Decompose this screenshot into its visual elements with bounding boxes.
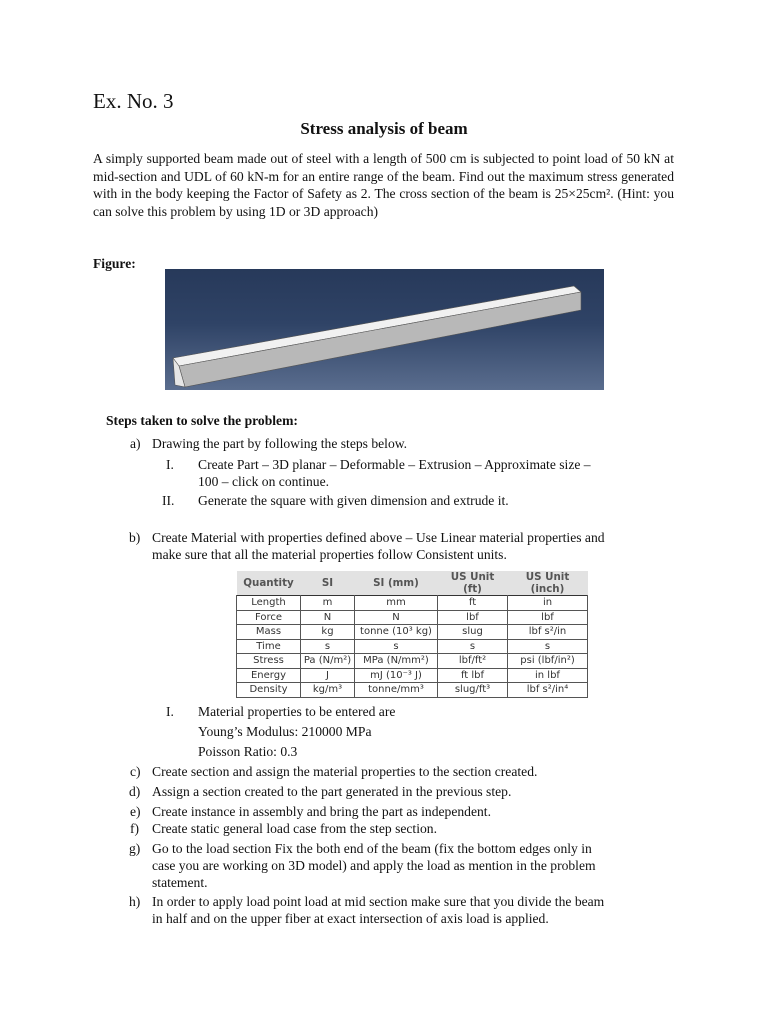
step-g [0, 840, 768, 894]
poisson-ratio: Poisson Ratio: 0.3 [198, 744, 298, 759]
table-cell: s [301, 639, 355, 654]
step-a-substep-1 [0, 456, 768, 492]
figure-label: Figure: [93, 256, 136, 271]
step-f [0, 820, 768, 838]
table-cell: lbf s²/in [508, 625, 588, 640]
exercise-number: Ex. No. 3 [93, 89, 174, 113]
substep-text-line1: Create Part – 3D planar – Deformable – Extrusion – Approximate size – [198, 457, 591, 472]
step-text: Assign a section created to the part generated in the previous step. [152, 784, 512, 799]
table-cell: m [301, 596, 355, 611]
step-text-line1: Go to the load section Fix the both end of the beam (fix the bottom edges only in [152, 841, 592, 856]
table-cell: Time [237, 639, 301, 654]
step-text-line2: in half and on the upper fiber at exact intersection of axis load is applied. [152, 911, 549, 926]
table-row [237, 654, 588, 669]
table-cell: Force [237, 610, 301, 625]
table-cell: Energy [237, 668, 301, 683]
problem-text-part2: . (Hint: you can solve this problem by using 1D or 3D approach) [93, 186, 674, 219]
step-marker: c) [130, 764, 141, 779]
steps-heading: Steps taken to solve the problem: [106, 413, 298, 428]
step-text: Drawing the part by following the steps below. [152, 436, 408, 451]
problem-statement [93, 150, 674, 220]
substep-marker: II. [162, 493, 175, 508]
step-marker: h) [129, 894, 141, 909]
column-header: SI [301, 571, 355, 596]
table-cell: lbf [508, 610, 588, 625]
step-marker: f) [130, 821, 140, 836]
table-row [237, 610, 588, 625]
table-cell: Pa (N/m²) [301, 654, 355, 669]
beam-3d-icon [165, 269, 604, 390]
column-header: US Unit (ft) [438, 571, 508, 596]
step-text: Create section and assign the material properties to the section created. [152, 764, 538, 779]
table-row [237, 625, 588, 640]
table-cell: in [508, 596, 588, 611]
step-h [0, 893, 768, 929]
column-header: SI (mm) [355, 571, 438, 596]
table-cell: ft lbf [438, 668, 508, 683]
cross-section-formula: 25×25cm² [554, 186, 611, 202]
table-header-row [237, 571, 588, 596]
substep-text-line1: Generate the square with given dimension and extrude it. [198, 493, 509, 508]
table-cell: MPa (N/mm²) [355, 654, 438, 669]
step-e [0, 803, 768, 821]
table-cell: Length [237, 596, 301, 611]
step-text-line1: In order to apply load point load at mid section make sure that you divide the beam [152, 894, 605, 909]
step-b [0, 529, 768, 565]
step-text-line2: case you are working on 3D model) and apply the load as mention in the problem [152, 858, 596, 873]
table-cell: lbf s²/in⁴ [508, 683, 588, 698]
step-text: Create instance in assembly and bring the part as independent. [152, 804, 491, 819]
substep-marker: I. [166, 457, 174, 472]
step-a [0, 435, 768, 455]
table-row [237, 639, 588, 654]
step-text-line2: make sure that all the material properties follow Consistent units. [152, 547, 507, 562]
step-marker: d) [129, 784, 141, 799]
table-cell: Stress [237, 654, 301, 669]
table-cell: N [355, 610, 438, 625]
table-cell: mm [355, 596, 438, 611]
column-header: US Unit (inch) [508, 571, 588, 596]
document-title: Stress analysis of beam [300, 119, 468, 138]
substep-marker: I. [166, 704, 174, 719]
table-cell: Mass [237, 625, 301, 640]
consistent-units-table [236, 571, 588, 698]
step-c [0, 763, 768, 781]
step-a-substep-2 [0, 492, 768, 510]
table-cell: psi (lbf/in²) [508, 654, 588, 669]
table-cell: J [301, 668, 355, 683]
table-cell: mJ (10⁻³ J) [355, 668, 438, 683]
table-cell: ft [438, 596, 508, 611]
step-marker: e) [130, 804, 141, 819]
table-cell: N [301, 610, 355, 625]
table-cell: kg [301, 625, 355, 640]
problem-text-part1: A simply supported beam made out of steel with a length of 500 cm is subjected to point load of 50 kN at mid-section and UDL of 60 kN-m for an entire range of the beam. Find out the maximum stress generated with in the body keeping the Factor of Safety as 2. The cross section of the beam is [93, 151, 674, 202]
substep-text-line2: 100 – click on continue. [198, 474, 329, 489]
step-text: Create static general load case from the step section. [152, 821, 437, 836]
step-marker: a) [130, 436, 141, 451]
table-cell: s [438, 639, 508, 654]
table-cell: s [508, 639, 588, 654]
beam-figure [165, 269, 604, 390]
table-row [237, 668, 588, 683]
table-cell: s [355, 639, 438, 654]
step-text-line3: statement. [152, 875, 208, 890]
youngs-modulus: Young’s Modulus: 210000 MPa [198, 724, 372, 739]
table-cell: lbf [438, 610, 508, 625]
table-cell: kg/m³ [301, 683, 355, 698]
table-cell: slug/ft³ [438, 683, 508, 698]
table-cell: in lbf [508, 668, 588, 683]
substep-text-line1: Material properties to be entered are [198, 704, 396, 719]
step-marker: b) [129, 530, 141, 545]
table-cell: lbf/ft² [438, 654, 508, 669]
table-row [237, 683, 588, 698]
table-cell: slug [438, 625, 508, 640]
table-cell: Density [237, 683, 301, 698]
table-cell: tonne (10³ kg) [355, 625, 438, 640]
step-text-line1: Create Material with properties defined above – Use Linear material properties and [152, 530, 605, 545]
step-d [0, 783, 768, 801]
step-marker: g) [129, 841, 141, 856]
table-row [237, 596, 588, 611]
step-b-substep-1 [0, 703, 768, 763]
table-cell: tonne/mm³ [355, 683, 438, 698]
column-header: Quantity [237, 571, 301, 596]
